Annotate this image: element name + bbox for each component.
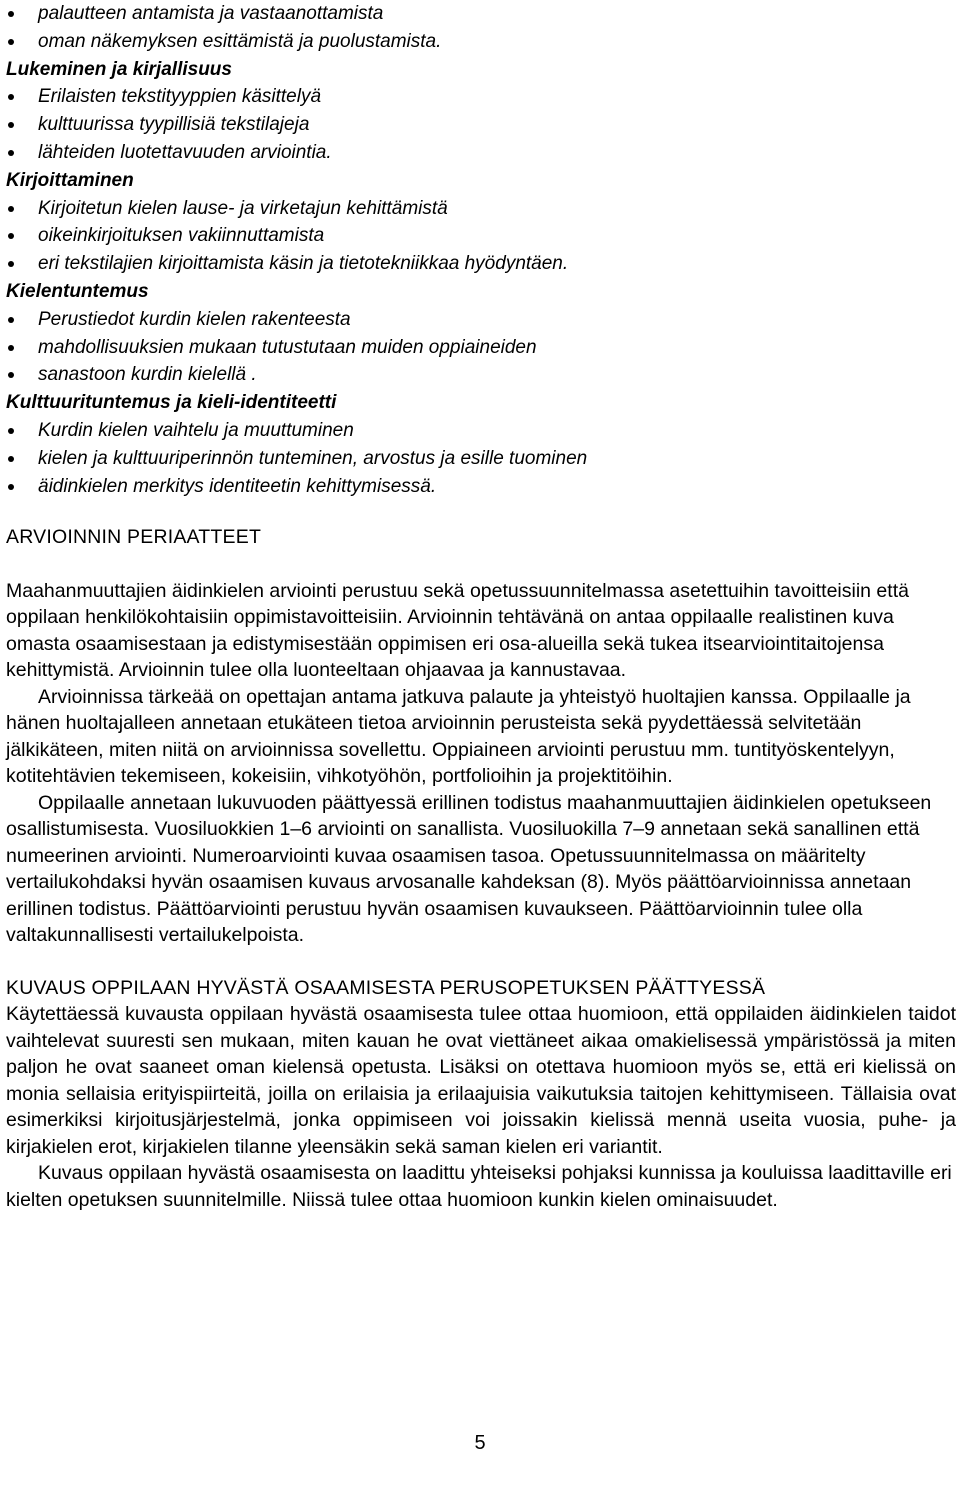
good-performance-heading: KUVAUS OPPILAAN HYVÄSTÄ OSAAMISESTA PERUSOPETUKSEN PÄÄTTYESSÄ bbox=[6, 976, 766, 999]
reading-list bbox=[6, 83, 956, 166]
writing-list bbox=[6, 195, 956, 278]
culture-list bbox=[6, 417, 956, 500]
language-knowledge-list bbox=[6, 306, 956, 389]
list-item: sanastoon kurdin kielellä . bbox=[6, 361, 956, 389]
assessment-paragraph: Oppilaalle annetaan lukuvuoden päättyessä erillinen todistus maahanmuuttajien äidinkielen opetukseen osallistumisesta. Vuosiluokkien 1–6 arviointi on sanallista. Vuosiluokilla 7–9 annetaan sekä sanallinen että numeerinen arviointi. Numeroarviointi kuvaa osaamisen tasoa. Opetussuunnitelmassa on määritelty vertailukohdaksi hyvän osaamisen kuvaus arvosanalle kahdeksan (8). Myös päättöarvioinnissa annetaan erillinen todistus. Päättöarviointi perustuu hyvän osaamisen kuvaukseen. Päättöarvioinnin tulee olla valtakunnallisesti vertailukelpoista. bbox=[6, 791, 932, 947]
list-item: eri tekstilajien kirjoittamista käsin ja tietotekniikkaa hyödyntäen. bbox=[6, 250, 956, 278]
page-number: 5 bbox=[474, 1432, 486, 1454]
list-item: kielen ja kulttuuriperinnön tunteminen, arvostus ja esille tuominen bbox=[6, 445, 956, 473]
section-heading-culture: Kulttuurituntemus ja kieli-identiteetti bbox=[6, 392, 337, 414]
list-item: palautteen antamista ja vastaanottamista bbox=[6, 0, 956, 28]
assessment-paragraph: Arvioinnissa tärkeää on opettajan antama jatkuva palaute ja yhteistyö huoltajien kanssa. Oppilaalle ja hänen huoltajalleen annetaan etukäteen tietoa arvioinnin perusteista sekä pyydettäessä selvitetään jälkikäteen, miten niitä on arvioinnissa sovellettu. Oppiaineen arviointi perustuu mm. tuntityöskentelyyn, kotitehtävien tekemiseen, kokeisiin, vihkotyöhön, portfolioihin ja projektitöihin. bbox=[6, 685, 911, 788]
list-item: äidinkielen merkitys identiteetin kehittymisessä. bbox=[6, 473, 956, 501]
assessment-heading: ARVIOINNIN PERIAATTEET bbox=[6, 526, 262, 549]
list-item: Perustiedot kurdin kielen rakenteesta bbox=[6, 306, 956, 334]
list-item: lähteiden luotettavuuden arviointia. bbox=[6, 139, 956, 167]
list-item: oman näkemyksen esittämistä ja puolustamista. bbox=[6, 28, 956, 56]
list-item: Erilaisten tekstityyppien käsittelyä bbox=[6, 83, 956, 111]
list-item: oikeinkirjoituksen vakiinnuttamista bbox=[6, 222, 956, 250]
list-item: mahdollisuuksien mukaan tutustutaan muiden oppiaineiden bbox=[6, 334, 956, 362]
goals-intro-list bbox=[6, 0, 956, 56]
section-heading-writing: Kirjoittaminen bbox=[6, 169, 134, 191]
assessment-paragraph: Maahanmuuttajien äidinkielen arviointi perustuu sekä opetussuunnitelmassa asetettuihin tavoitteisiin että oppilaan henkilökohtaisiin oppimistavoitteisiin. Arvioinnin tehtävänä on antaa oppilaalle realistinen kuva omasta osaamisestaan ja edistymisestään oppimisen eri osa-alueilla sekä tukea itsearviointitaitojensa kehittymistä. Arvioinnin tulee olla luonteeltaan ohjaavaa ja kannustavaa. bbox=[6, 579, 909, 682]
description-paragraph: Käytettäessä kuvausta oppilaan hyvästä osaamisesta tulee ottaa huomioon, että oppilaiden äidinkielen taidot vaihtelevat suuresti sen mukaan, miten kauan he ovat viettäneet aikaa omakielisessä ympäristössä ja miten paljon he ovat saaneet oman kielensä opetusta. Lisäksi on otettava huomioon myös se, että eri kielissä on monia sellaisia erityispiirteitä, joilla on erilaisia ja erilaajuisia vaikutuksia taitojen kehittymiseen. Tällaisia ovat esimerkiksi kirjoitusjärjestelmä, jonka oppimiseen voi joissakin kielissä mennä useita vuosia, puhe- ja kirjakielen erot, kirjakielen tilanne yleensäkin sekä saman kielen eri variantit. bbox=[6, 1003, 956, 1158]
section-heading-language-knowledge: Kielentuntemus bbox=[6, 280, 149, 302]
description-paragraph: Kuvaus oppilaan hyvästä osaamisesta on laadittu yhteiseksi pohjaksi kunnissa ja kouluissa laadittaville eri kielten opetuksen suunnitelmille. Niissä tulee ottaa huomioon kunkin kielen ominaisuudet. bbox=[6, 1162, 952, 1211]
document-column bbox=[6, 0, 956, 1213]
list-item: kulttuurissa tyypillisiä tekstilajeja bbox=[6, 111, 956, 139]
list-item: Kirjoitetun kielen lause- ja virketajun kehittämistä bbox=[6, 195, 956, 223]
section-heading-reading: Lukeminen ja kirjallisuus bbox=[6, 58, 232, 80]
list-item: Kurdin kielen vaihtelu ja muuttuminen bbox=[6, 417, 956, 445]
